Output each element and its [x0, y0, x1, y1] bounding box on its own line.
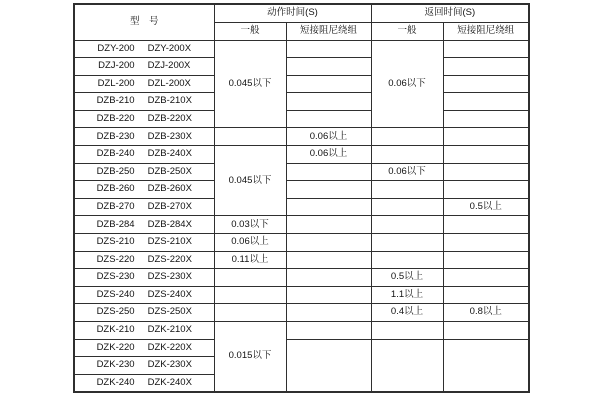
model-name-x: DZS-230X: [147, 271, 192, 283]
act-short-cell: [286, 198, 371, 216]
table-row: [74, 251, 529, 269]
table-row: [74, 163, 529, 181]
act-gen-cell-merged: 0.045以下: [214, 146, 286, 216]
act-short-cell: [286, 163, 371, 181]
header-return-general: 一般: [371, 22, 443, 40]
ret-gen-cell: 0.06以下: [371, 163, 443, 181]
model-cell: [74, 374, 214, 392]
model-name-x: DZL-200X: [147, 77, 191, 89]
model-name: DZB-284: [96, 218, 135, 230]
model-cell: [74, 58, 214, 76]
table-row: [74, 181, 529, 199]
ret-short-cell: [443, 128, 529, 146]
ret-gen-cell: [371, 146, 443, 164]
act-gen-cell: 0.03以下: [214, 216, 286, 234]
model-name: DZK-220: [96, 341, 135, 353]
ret-short-cell: [443, 93, 529, 111]
header-row-groups: [74, 4, 529, 22]
ret-gen-cell: [371, 234, 443, 252]
act-short-cell: [286, 251, 371, 269]
model-name: DZB-270: [96, 200, 135, 212]
model-cell: [74, 339, 214, 357]
table-row: [74, 322, 529, 340]
model-name-x: DZB-220X: [147, 112, 192, 124]
ret-short-cell: [443, 110, 529, 128]
model-cell: [74, 269, 214, 287]
act-gen-cell: 0.11以上: [214, 251, 286, 269]
header-action-time: 动作时间(S): [214, 4, 371, 22]
ret-short-cell: [443, 75, 529, 93]
model-cell: [74, 128, 214, 146]
model-cell: [74, 216, 214, 234]
ret-short-cell: [443, 163, 529, 181]
act-short-cell: [286, 322, 371, 340]
ret-gen-cell-merged: [371, 339, 443, 392]
model-cell: [74, 75, 214, 93]
ret-short-cell: [443, 216, 529, 234]
ret-gen-cell-merged: 0.06以下: [371, 40, 443, 128]
table-row: [74, 304, 529, 322]
model-name-x: DZJ-200X: [147, 60, 191, 72]
act-short-cell: [286, 286, 371, 304]
model-name-x: DZB-260X: [147, 183, 192, 195]
table-row: [74, 216, 529, 234]
ret-gen-cell: [371, 198, 443, 216]
act-short-cell: [286, 269, 371, 287]
relay-timing-table: [73, 3, 530, 393]
ret-gen-cell: 0.4以上: [371, 304, 443, 322]
model-name-x: DZK-210X: [147, 324, 192, 336]
model-name-x: DZK-240X: [147, 376, 192, 388]
model-name: DZS-220: [96, 253, 135, 265]
model-name-x: DZB-230X: [147, 130, 192, 142]
model-name-x: DZS-250X: [147, 306, 192, 318]
ret-gen-cell: [371, 181, 443, 199]
model-cell: [74, 322, 214, 340]
ret-short-cell: [443, 146, 529, 164]
table-row: [74, 286, 529, 304]
act-short-cell: [286, 58, 371, 76]
act-short-cell: [286, 93, 371, 111]
table-row: [74, 198, 529, 216]
act-gen-cell: [214, 128, 286, 146]
ret-short-cell: 0.5以上: [443, 198, 529, 216]
model-cell: [74, 40, 214, 58]
model-name: DZS-210: [96, 236, 135, 248]
table-row: [74, 234, 529, 252]
act-short-cell: [286, 181, 371, 199]
model-name: DZB-250: [96, 165, 135, 177]
model-name: DZL-200: [97, 77, 135, 89]
model-name: DZS-240: [96, 288, 135, 300]
model-cell: [74, 304, 214, 322]
act-short-cell: [286, 40, 371, 58]
ret-gen-cell: 1.1以上: [371, 286, 443, 304]
model-cell: [74, 357, 214, 375]
act-short-cell-merged: [286, 339, 371, 392]
model-cell: [74, 286, 214, 304]
model-name: DZS-250: [96, 306, 135, 318]
act-gen-cell: 0.06以上: [214, 234, 286, 252]
ret-gen-cell: 0.5以上: [371, 269, 443, 287]
model-name: DZB-260: [96, 183, 135, 195]
model-name-x: DZS-220X: [147, 253, 192, 265]
model-name: DZS-230: [96, 271, 135, 283]
header-return-time: 返回时间(S): [371, 4, 529, 22]
model-cell: [74, 163, 214, 181]
table-row: [74, 40, 529, 58]
ret-gen-cell: [371, 216, 443, 234]
model-name-x: DZY-200X: [147, 42, 192, 54]
act-short-cell: [286, 75, 371, 93]
header-action-short-damping: 短接阻尼绕组: [286, 22, 371, 40]
table-row: [74, 110, 529, 128]
ret-short-cell: [443, 269, 529, 287]
ret-short-cell: [443, 40, 529, 58]
header-action-general: 一般: [214, 22, 286, 40]
table-row: [74, 146, 529, 164]
ret-short-cell: [443, 58, 529, 76]
table-row: [74, 75, 529, 93]
model-name-x: DZB-250X: [147, 165, 192, 177]
header-return-short-damping: 短接阻尼绕组: [443, 22, 529, 40]
ret-short-cell: [443, 322, 529, 340]
ret-gen-cell: [371, 128, 443, 146]
model-name-x: DZB-210X: [147, 95, 192, 107]
ret-short-cell: [443, 251, 529, 269]
model-name: DZB-240: [96, 148, 135, 160]
act-gen-cell: [214, 286, 286, 304]
model-name: DZY-200: [97, 42, 135, 54]
model-cell: [74, 110, 214, 128]
model-name: DZB-230: [96, 130, 135, 142]
act-gen-cell: [214, 304, 286, 322]
act-short-cell: 0.06以上: [286, 128, 371, 146]
model-name-x: DZS-210X: [147, 236, 192, 248]
model-cell: [74, 198, 214, 216]
act-short-cell: [286, 110, 371, 128]
model-name: DZB-220: [96, 112, 135, 124]
model-cell: [74, 93, 214, 111]
model-name-x: DZK-230X: [147, 359, 192, 371]
act-gen-cell: [214, 269, 286, 287]
ret-gen-cell: [371, 251, 443, 269]
model-name-x: DZS-240X: [147, 288, 192, 300]
ret-short-cell: [443, 286, 529, 304]
ret-short-cell-merged: [443, 339, 529, 392]
ret-short-cell: [443, 234, 529, 252]
table-row: [74, 269, 529, 287]
model-name: DZK-240: [96, 376, 135, 388]
ret-gen-cell: [371, 322, 443, 340]
model-name: DZJ-200: [98, 60, 135, 72]
model-name: DZK-230: [96, 359, 135, 371]
model-cell: [74, 251, 214, 269]
model-name-x: DZB-270X: [147, 200, 192, 212]
table-row: [74, 58, 529, 76]
table-row: [74, 93, 529, 111]
model-cell: [74, 181, 214, 199]
act-gen-cell-merged: 0.045以下: [214, 40, 286, 128]
model-name: DZB-210: [96, 95, 135, 107]
act-short-cell: [286, 234, 371, 252]
model-name-x: DZB-240X: [147, 148, 192, 160]
model-name-x: DZB-284X: [147, 218, 192, 230]
act-gen-cell-merged: 0.015以下: [214, 322, 286, 392]
act-short-cell: 0.06以上: [286, 146, 371, 164]
header-model: 型 号: [74, 4, 214, 40]
table-row: [74, 128, 529, 146]
model-cell: [74, 234, 214, 252]
ret-short-cell: 0.8以上: [443, 304, 529, 322]
model-name: DZK-210: [96, 324, 135, 336]
act-short-cell: [286, 216, 371, 234]
table-row: [74, 339, 529, 357]
act-short-cell: [286, 304, 371, 322]
model-name-x: DZK-220X: [147, 341, 192, 353]
model-cell: [74, 146, 214, 164]
ret-short-cell: [443, 181, 529, 199]
